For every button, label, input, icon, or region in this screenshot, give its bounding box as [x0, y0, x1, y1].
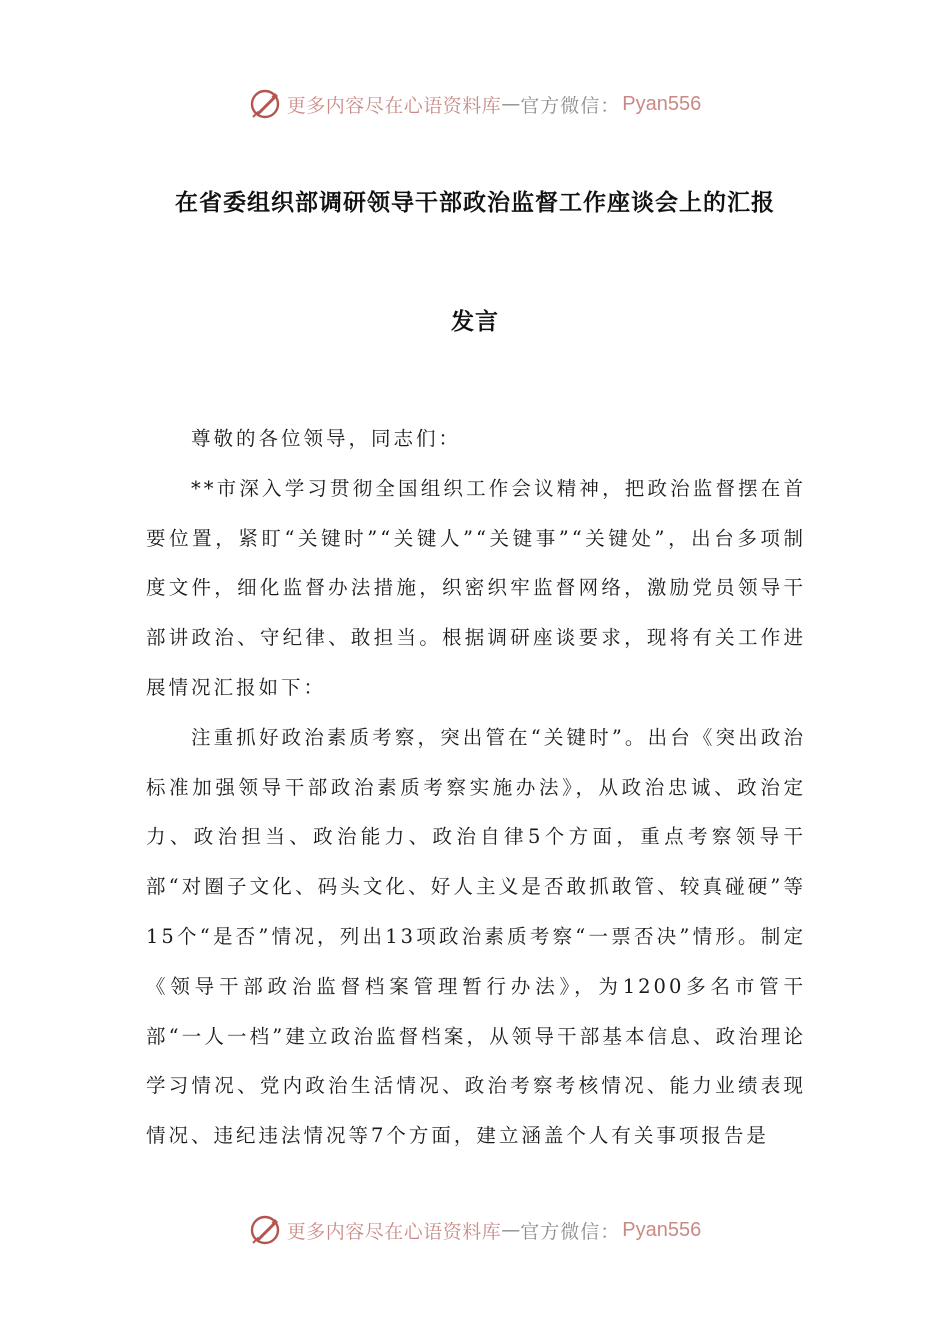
body-paragraph-1: **市深入学习贯彻全国组织工作会议精神，把政治监督摆在首要位置，紧盯“关键时”“关键人”“关键事”“关键处”，出台多项制度文件，细化监督办法措施，织密织牢监督网络，激励党员领导干部讲政治、守纪律、敢担当。根据调研座谈要求，现将有关工作进展情况汇报如下： [146, 476, 806, 699]
banner-wechat-id: Pyan556 [622, 92, 702, 115]
banner-wechat-label: 官方微信： [520, 1220, 621, 1243]
quill-pen-logo-icon [249, 87, 283, 121]
banner-separator: — [501, 93, 521, 115]
footer-watermark-banner [0, 1208, 950, 1252]
banner-site-name: 更多内容尽在心语资料库 [286, 94, 502, 117]
header-watermark-banner [0, 82, 950, 126]
document-body [146, 414, 806, 1161]
greeting-paragraph: 尊敬的各位领导，同志们： [191, 427, 462, 450]
body-paragraph-2: 注重抓好政治素质考察，突出管在“关键时”。出台《突出政治标准加强领导干部政治素质考察实施办法》，从政治忠诚、政治定力、政治担当、政治能力、政治自律5个方面，重点考察领导干部“对圈子文化、码头文化、好人主义是否敢抓敢管、较真碰硬”等15个“是否”情况，列出13项政治素质考察“一票否决”情形。制定《领导干部政治监督档案管理暂行办法》，为1200多名市管干部“一人一档”建立政治监督档案，从领导干部基本信息、政治理论学习情况、党内政治生活情况、政治考察考核情况、能力业绩表现情况、违纪违法情况等7个方面，建立涵盖个人有关事项报告是 [146, 725, 806, 1148]
banner-separator: — [501, 1219, 521, 1241]
banner-site-name: 更多内容尽在心语资料库 [286, 1220, 502, 1243]
banner-wechat-label: 官方微信： [520, 94, 621, 117]
document-title-line-2: 发言 [451, 309, 499, 335]
quill-pen-logo-icon [249, 1213, 283, 1247]
document-title-line-1: 在省委组织部调研领导干部政治监督工作座谈会上的汇报 [175, 190, 775, 216]
banner-wechat-id: Pyan556 [622, 1218, 702, 1241]
